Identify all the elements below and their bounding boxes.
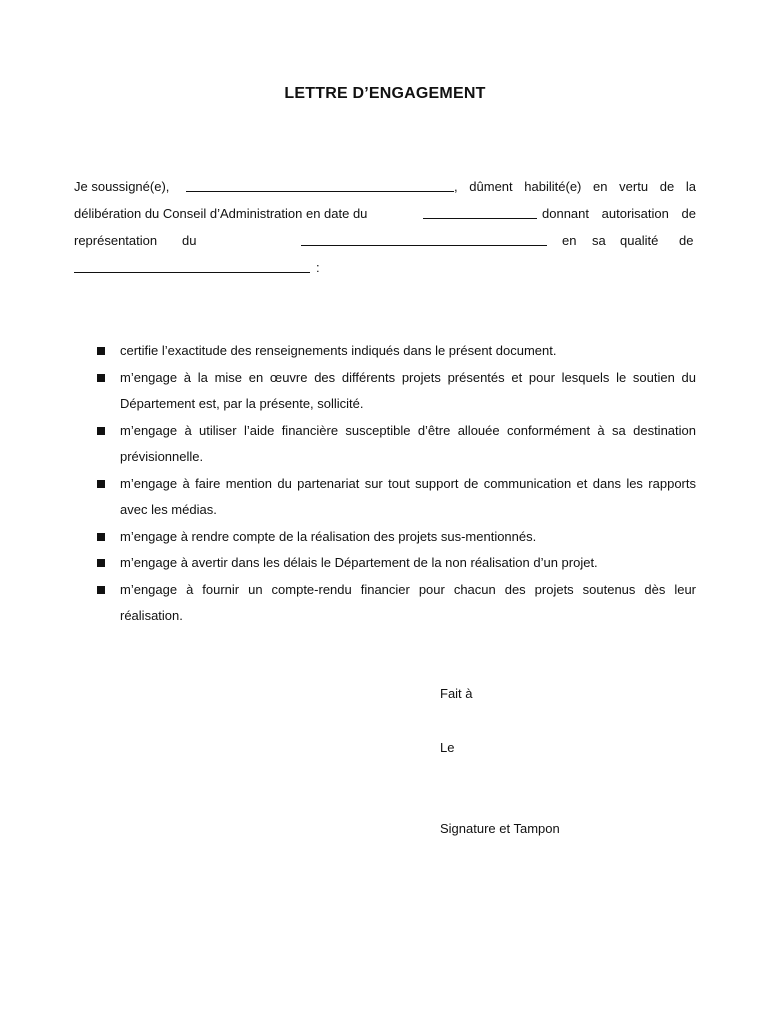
intro-line-2 — [74, 204, 696, 224]
commitment-item — [96, 524, 696, 551]
name-blank-field[interactable] — [186, 191, 454, 192]
intro-text: Je soussigné(e), — [74, 179, 170, 194]
commitment-item — [96, 471, 696, 524]
commitment-text: m’engage à avertir dans les délais le Département de la non réalisation d’un projet. — [120, 555, 598, 570]
representation-blank-field[interactable] — [301, 245, 547, 246]
place-label: Fait à — [440, 686, 473, 701]
commitment-item — [96, 365, 696, 418]
commitment-text: m’engage à rendre compte de la réalisation des projets sus-mentionnés. — [120, 528, 537, 544]
deliberation-date-blank-field[interactable] — [423, 218, 537, 219]
square-bullet-icon — [97, 347, 105, 355]
intro-text: en — [562, 233, 577, 248]
intro-text: de — [679, 233, 694, 248]
commitment-text: m’engage à la mise en œuvre des différents projets présentés et pour lesquels le soutien du Département est, par la présente, sollicité. — [120, 369, 696, 411]
square-bullet-icon — [97, 559, 105, 567]
square-bullet-icon — [97, 480, 105, 488]
quality-blank-field[interactable] — [74, 272, 310, 273]
square-bullet-icon — [97, 586, 105, 594]
intro-text: sa — [592, 233, 606, 248]
square-bullet-icon — [97, 533, 105, 541]
intro-text: , dûment habilité(e) en vertu de la — [454, 179, 696, 194]
intro-text: représentation — [74, 233, 158, 248]
square-bullet-icon — [97, 374, 105, 382]
intro-text: : — [316, 260, 320, 275]
intro-text: du — [182, 233, 197, 248]
intro-line-1 — [74, 177, 696, 197]
intro-line-4 — [74, 258, 696, 278]
intro-text: délibération du Conseil d’Administration en date du — [74, 206, 368, 221]
intro-text: donnant autorisation de — [542, 206, 696, 221]
commitment-item — [96, 418, 696, 471]
date-label: Le — [440, 740, 455, 755]
intro-text: qualité — [620, 233, 659, 248]
intro-line-3 — [74, 231, 696, 251]
commitment-text: m’engage à utiliser l’aide financière susceptible d’être allouée conformément à sa destination prévisionnelle. — [120, 422, 696, 464]
signature-label: Signature et Tampon — [440, 821, 560, 836]
commitment-text: m’engage à fournir un compte-rendu financier pour chacun des projets soutenus dès leur réalisation. — [120, 581, 696, 623]
commitments-list — [96, 338, 696, 630]
commitment-text: certifie l’exactitude des renseignements indiqués dans le présent document. — [120, 343, 557, 358]
commitment-item — [96, 577, 696, 630]
commitment-text: m’engage à faire mention du partenariat sur tout support de communication et dans les rapports avec les médias. — [120, 475, 696, 517]
commitment-item — [96, 550, 696, 577]
square-bullet-icon — [97, 427, 105, 435]
document-title: LETTRE D’ENGAGEMENT — [284, 85, 486, 102]
commitment-item — [96, 338, 696, 365]
